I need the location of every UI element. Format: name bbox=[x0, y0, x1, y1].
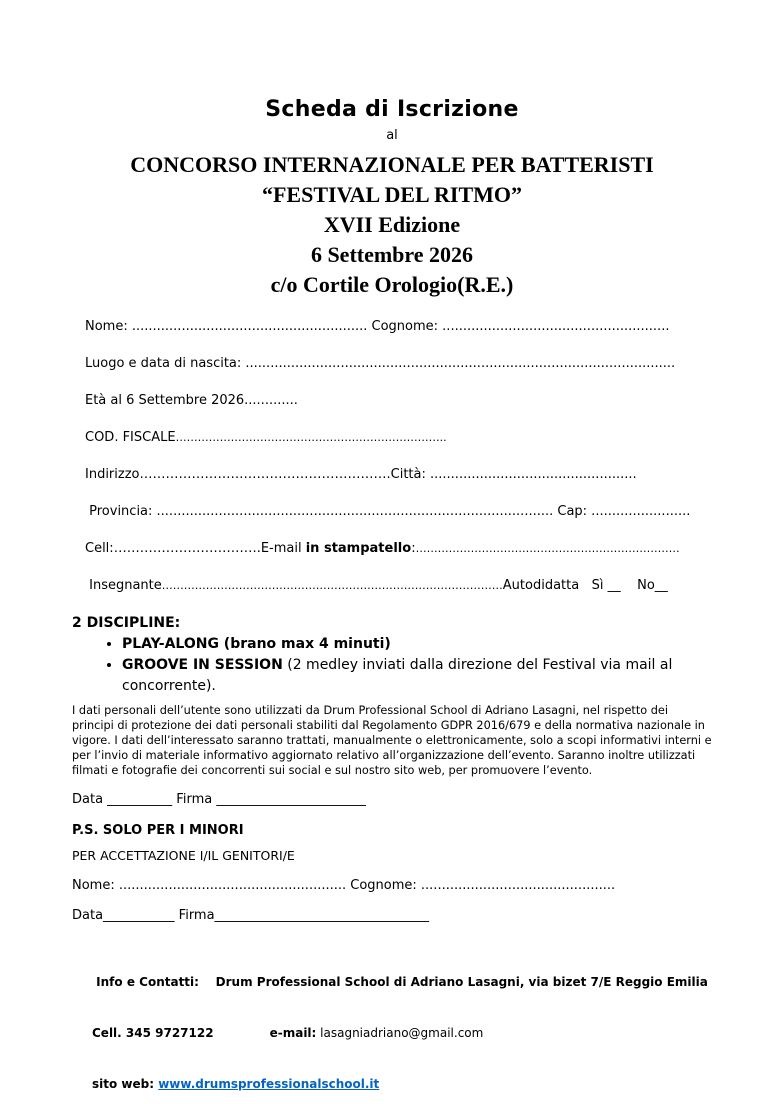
indirizzo-label: Indirizzo bbox=[85, 467, 140, 482]
citta-dotted-line: .................................................. bbox=[430, 467, 637, 482]
signature-line: Data __________ Firma _______________________ bbox=[72, 792, 366, 807]
email-colon: : bbox=[411, 541, 416, 556]
discipline-groove-in-session bbox=[122, 655, 712, 697]
header-block bbox=[72, 150, 712, 300]
minors-acceptance-label: PER ACCETTAZIONE I/IL GENITORI/E bbox=[72, 848, 295, 863]
field-eta: Età al 6 Settembre 2026............. bbox=[85, 393, 298, 408]
field-cell-email bbox=[85, 540, 712, 557]
insegnante-label: Insegnante bbox=[85, 578, 162, 593]
groove-description: (2 medley inviati dalla direzione del Festival via mail al concorrente). bbox=[122, 657, 673, 694]
cell-label: Cell: bbox=[85, 541, 114, 556]
contest-name: CONCORSO INTERNAZIONALE PER BATTERISTI bbox=[130, 152, 654, 177]
email-stampatello-label: in stampatello bbox=[305, 541, 412, 556]
minors-title: P.S. SOLO PER I MINORI bbox=[72, 823, 244, 838]
minors-nome-cognome: Nome: ....................................................... Cognome: ............................................... bbox=[72, 878, 616, 893]
contacts-line3 bbox=[92, 1076, 712, 1093]
indirizzo-dotted-line: …………………………………………………. bbox=[139, 467, 391, 482]
citta-label: Città: bbox=[390, 467, 431, 482]
festival-name: “FESTIVAL DEL RITMO” bbox=[261, 182, 522, 207]
insegnante-dotted-line: ………………………………………………………………………………… bbox=[161, 579, 503, 592]
autodidatta-si-no: Autodidatta Sì __ No__ bbox=[502, 578, 668, 593]
cod-fiscale-dotted-line: ……………………………………………………………….. bbox=[175, 431, 447, 444]
groove-bold-label: GROOVE IN SESSION bbox=[122, 657, 283, 673]
email-label: E-mail bbox=[260, 541, 306, 556]
event-venue: c/o Cortile Orologio(R.E.) bbox=[270, 272, 514, 297]
website-link[interactable]: www.drumsprofessionalschool.it bbox=[158, 1077, 380, 1091]
disciplines-section bbox=[72, 614, 712, 697]
email-dotted-line: ……………………………………………………………… bbox=[415, 542, 680, 555]
contact-phone: Cell. 345 9727122 bbox=[92, 1026, 214, 1040]
cell-dotted-line: ……………………………. bbox=[113, 541, 261, 556]
event-date: 6 Settembre 2026 bbox=[310, 242, 474, 267]
contacts-line2 bbox=[92, 1025, 712, 1042]
field-indirizzo-citta bbox=[85, 466, 712, 483]
contacts-section bbox=[92, 940, 712, 1104]
field-insegnante-autodidatta bbox=[85, 577, 712, 594]
privacy-notice: I dati personali dell’utente sono utilizzati da Drum Professional School di Adriano Lasagni, nel rispetto dei principi di protezione dei dati personali stabiliti dal Regolamento GDPR 2016/679 e della normativa nazionale in vigore. I dati dell’interessato saranno trattati, manualmente o elettronicamente, solo a scopi informativi interni e per l’invio di materiale informativo aggiornato relativo all’organizzazione dell’evento. Saranno inoltre utilizzati filmati e fotografie dei concorrenti sui social e sul nostro sito web, per promuovere l’evento. bbox=[72, 704, 712, 777]
contacts-line1: Info e Contatti: Drum Professional School di Adriano Lasagni, via bizet 7/E Reggio Emilia bbox=[92, 975, 708, 989]
contact-email-value: lasagniadriano@gmail.com bbox=[316, 1026, 484, 1040]
discipline-play-along: • PLAY-ALONG (brano max 4 minuti) bbox=[122, 634, 712, 655]
field-cod-fiscale bbox=[85, 429, 712, 446]
page-title: Scheda di Iscrizione bbox=[265, 97, 519, 122]
field-luogo-nascita: Luogo e data di nascita: ........................................................................................................ bbox=[85, 356, 676, 371]
cod-fiscale-label: COD. FISCALE bbox=[85, 430, 176, 445]
disciplines-heading: 2 DISCIPLINE: bbox=[72, 615, 181, 631]
edition-label: XVII Edizione bbox=[323, 212, 461, 237]
minors-signature-line: Data___________ Firma_________________________________ bbox=[72, 908, 430, 923]
header-al: al bbox=[386, 128, 398, 143]
contact-email-label: e-mail: bbox=[269, 1026, 317, 1040]
field-provincia-cap: Provincia: ................................................................................................ Cap: ........................ bbox=[85, 504, 691, 519]
field-nome-cognome: Nome: ......................................................... Cognome: ....................................................... bbox=[85, 319, 670, 334]
website-label: sito web: bbox=[92, 1077, 159, 1091]
form-fields bbox=[85, 318, 712, 594]
disciplines-list bbox=[72, 634, 712, 697]
